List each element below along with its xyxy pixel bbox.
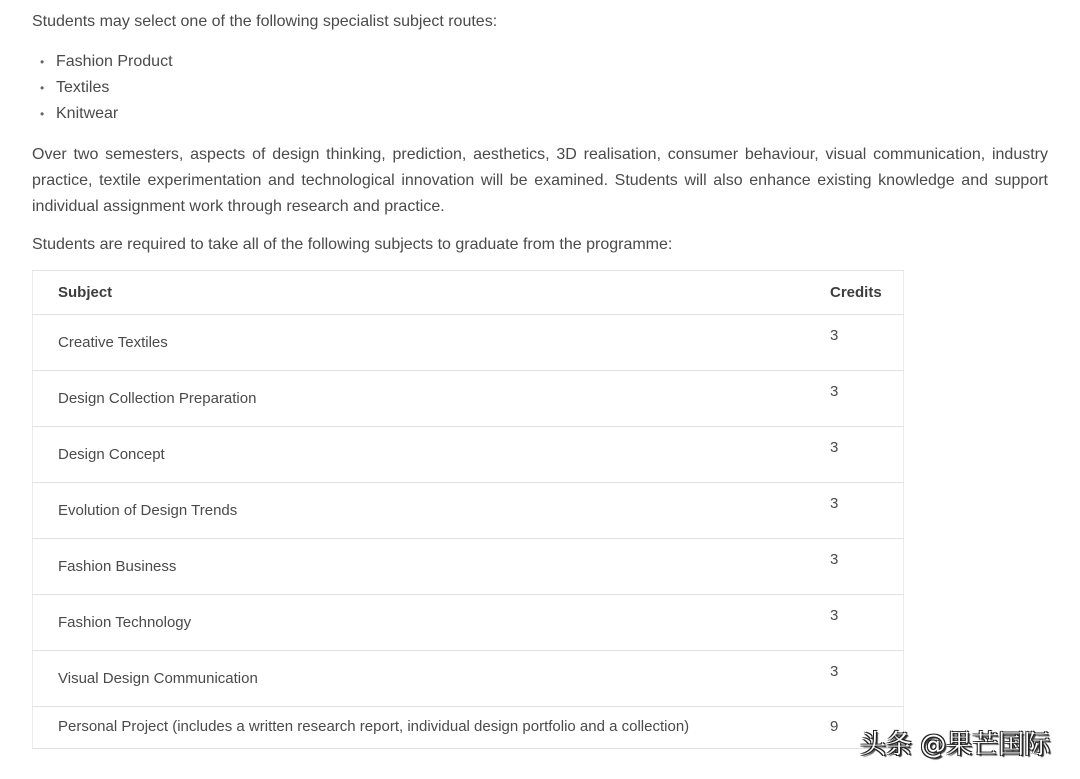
subject-cell: Fashion Business — [33, 539, 831, 595]
table-row — [33, 707, 904, 749]
bullet-icon: • — [40, 107, 45, 121]
subject-cell: Design Concept — [33, 427, 831, 483]
bullet-icon: • — [40, 55, 45, 69]
credits-cell: 3 — [830, 539, 904, 595]
table-row — [33, 539, 904, 595]
credits-cell: 3 — [830, 651, 904, 707]
route-label: Fashion Product — [56, 53, 173, 70]
intro-text: Students may select one of the following specialist subject routes: — [32, 13, 498, 30]
route-label: Knitwear — [56, 105, 119, 122]
table-row — [33, 315, 904, 371]
bullet-icon: • — [40, 81, 45, 95]
table-row — [33, 595, 904, 651]
route-item — [32, 49, 173, 75]
route-item — [32, 75, 173, 101]
table-header-row — [33, 271, 904, 315]
subject-cell: Design Collection Preparation — [33, 371, 831, 427]
credits-cell: 3 — [830, 371, 904, 427]
table-row — [33, 371, 904, 427]
subject-routes-list — [32, 49, 173, 127]
subject-cell: Creative Textiles — [33, 315, 831, 371]
table-row — [33, 427, 904, 483]
subject-column-header: Subject — [33, 271, 831, 315]
watermark-text: 头条 @果芒国际 — [860, 730, 1051, 760]
route-label: Textiles — [56, 79, 110, 96]
credits-cell: 9 — [830, 707, 904, 749]
subject-cell: Visual Design Communication — [33, 651, 831, 707]
route-item — [32, 101, 173, 127]
table-row — [33, 651, 904, 707]
credits-cell: 3 — [830, 483, 904, 539]
credits-column-header: Credits — [830, 271, 904, 315]
table-row — [33, 483, 904, 539]
subject-cell: Personal Project (includes a written research report, individual design portfolio and a collection) — [33, 707, 831, 749]
subjects-table — [32, 270, 904, 749]
credits-cell: 3 — [830, 427, 904, 483]
subject-cell: Fashion Technology — [33, 595, 831, 651]
subject-cell: Evolution of Design Trends — [33, 483, 831, 539]
requirement-text: Students are required to take all of the following subjects to graduate from the programme: — [32, 236, 673, 253]
credits-cell: 3 — [830, 315, 904, 371]
description-paragraph: Over two semesters, aspects of design thinking, prediction, aesthetics, 3D realisation, consumer behaviour, visual communication, industry practice, textile experimentation and technological innovation will be examined. Students will also enhance existing knowledge and support individual assignment work through research and practice. — [32, 146, 1048, 215]
credits-cell: 3 — [830, 595, 904, 651]
